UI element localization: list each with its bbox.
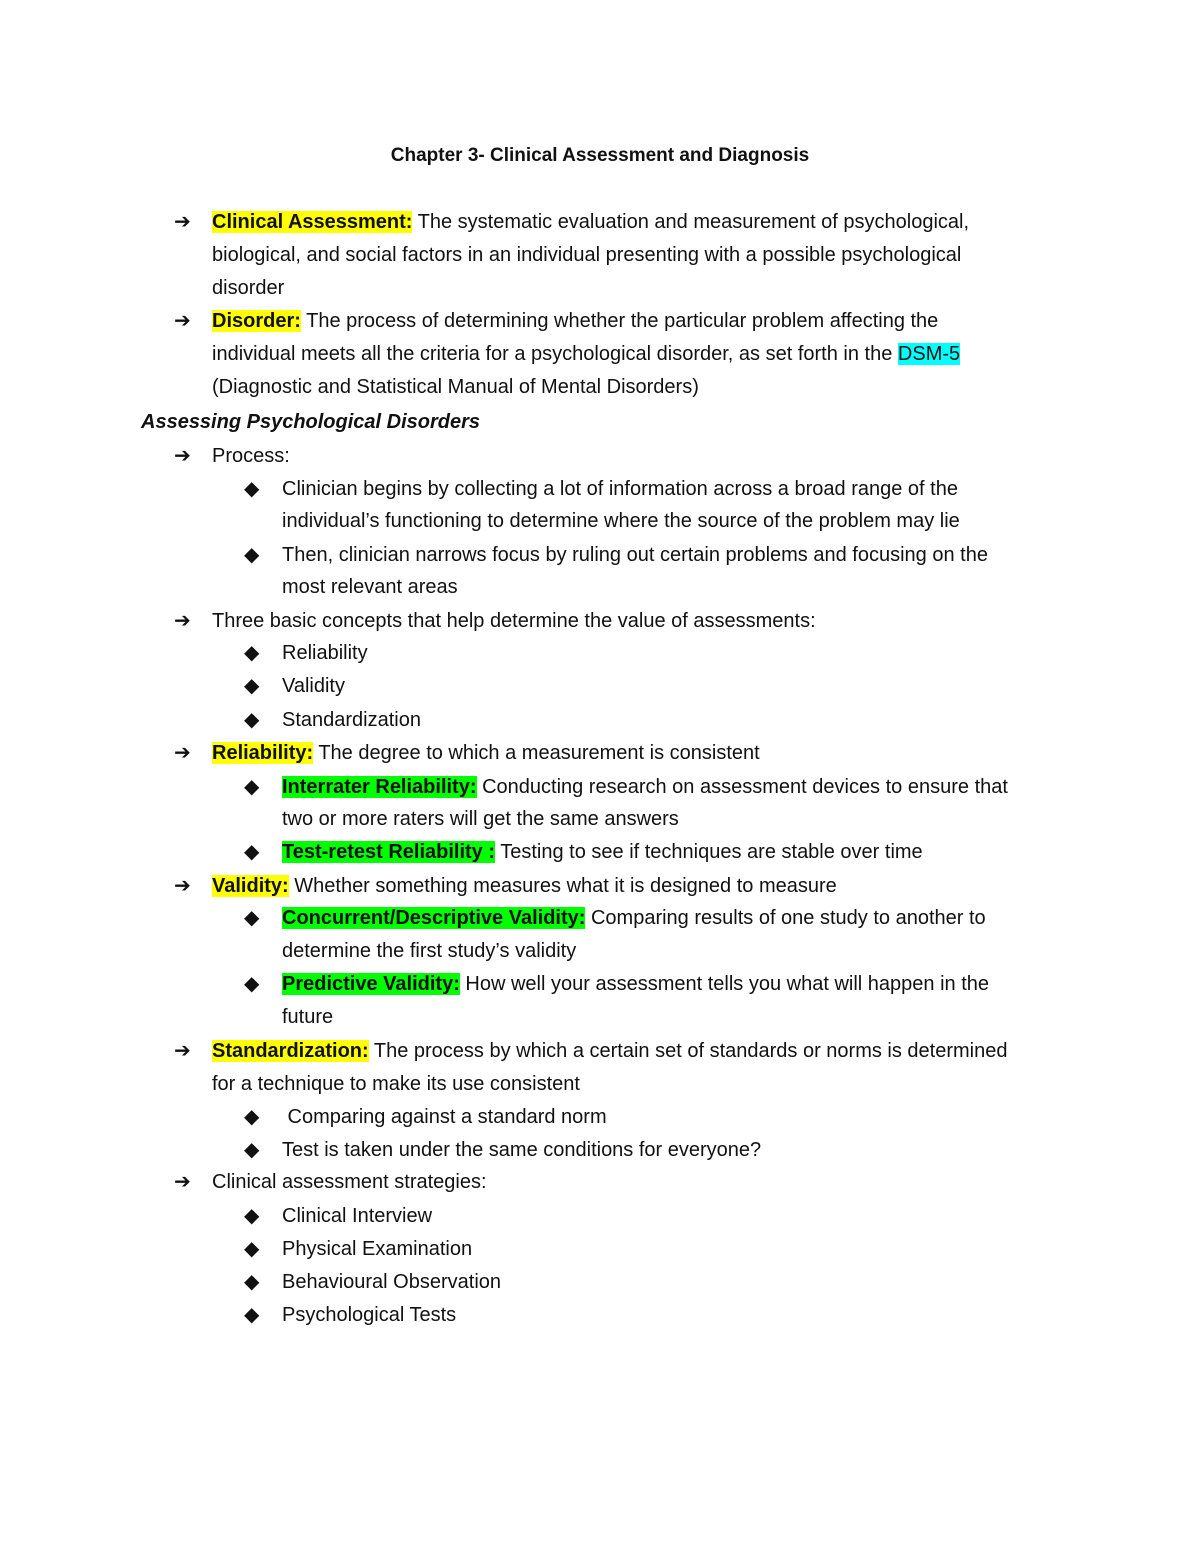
term-predictive-validity: Predictive Validity: xyxy=(282,973,460,995)
sub-bullet xyxy=(244,637,368,670)
definition-text: Testing to see if techniques are stable over time xyxy=(495,841,923,863)
diamond-icon: ◆ xyxy=(244,973,260,995)
continuation-line: most relevant areas xyxy=(282,576,458,598)
sub-bullet xyxy=(244,1266,502,1299)
sub-bullet-text: Behavioural Observation xyxy=(282,1271,502,1293)
definition-text: The process of determining whether the particular problem affecting the xyxy=(300,310,939,332)
sub-bullet xyxy=(244,902,986,935)
continuation-line: individual’s functioning to determine where the source of the problem may lie xyxy=(282,510,960,532)
diamond-icon: ◆ xyxy=(244,544,260,566)
sub-bullet-text: Reliability xyxy=(282,642,368,664)
diamond-icon: ◆ xyxy=(244,1238,260,1260)
definition-text: individual meets all the criteria for a psychological disorder, as set forth in the xyxy=(212,343,898,365)
diamond-icon: ◆ xyxy=(244,1304,260,1326)
diamond-icon: ◆ xyxy=(244,642,260,664)
right-arrow-icon: ➔ xyxy=(174,742,191,764)
bullet-label: Process: xyxy=(212,445,290,467)
diamond-icon: ◆ xyxy=(244,1139,260,1161)
sub-bullet xyxy=(244,539,988,572)
sub-bullet-text: Standardization xyxy=(282,709,421,731)
right-arrow-icon: ➔ xyxy=(174,610,191,632)
sub-bullet-text: Then, clinician narrows focus by ruling out certain problems and focusing on the xyxy=(282,544,988,566)
sub-bullet xyxy=(244,1134,762,1167)
term-disorder: Disorder: xyxy=(212,310,301,332)
sub-bullet xyxy=(244,968,989,1001)
right-arrow-icon: ➔ xyxy=(174,310,191,332)
diamond-icon: ◆ xyxy=(244,1106,260,1128)
sub-bullet xyxy=(244,1233,473,1266)
diamond-icon: ◆ xyxy=(244,478,260,500)
term-validity: Validity: xyxy=(212,875,289,897)
continuation-line: disorder xyxy=(212,277,285,299)
sub-bullet xyxy=(244,670,345,703)
bullet-disorder xyxy=(174,305,939,338)
bullet-basic-concepts xyxy=(174,605,816,638)
definition-text: Conducting research on assessment devices to ensure that xyxy=(476,776,1008,798)
right-arrow-icon: ➔ xyxy=(174,1040,191,1062)
continuation-line xyxy=(212,338,960,371)
continuation-line: (Diagnostic and Statistical Manual of Mental Disorders) xyxy=(212,376,699,398)
continuation-line: two or more raters will get the same answers xyxy=(282,808,679,830)
sub-bullet xyxy=(244,1101,607,1134)
bullet-validity xyxy=(174,870,837,903)
sub-bullet xyxy=(244,771,1008,804)
term-dsm5: DSM-5 xyxy=(897,343,961,365)
diamond-icon: ◆ xyxy=(244,907,260,929)
sub-bullet xyxy=(244,836,923,869)
sub-bullet-text: Clinical Interview xyxy=(282,1205,433,1227)
bullet-label: Clinical assessment strategies: xyxy=(212,1171,487,1193)
right-arrow-icon: ➔ xyxy=(174,1171,191,1193)
term-standardization: Standardization: xyxy=(212,1040,369,1062)
continuation-line: determine the first study’s validity xyxy=(282,940,577,962)
sub-bullet xyxy=(244,1299,457,1332)
definition-text: Whether something measures what it is designed to measure xyxy=(288,875,837,897)
definition-text: How well your assessment tells you what will happen in the xyxy=(459,973,989,995)
sub-bullet xyxy=(244,704,421,737)
continuation-line: future xyxy=(282,1006,334,1028)
diamond-icon: ◆ xyxy=(244,776,260,798)
term-concurrent-validity: Concurrent/Descriptive Validity: xyxy=(282,907,586,929)
continuation-line: for a technique to make its use consistent xyxy=(212,1073,580,1095)
diamond-icon: ◆ xyxy=(244,709,260,731)
diamond-icon: ◆ xyxy=(244,1205,260,1227)
term-clinical-assessment: Clinical Assessment: xyxy=(212,211,413,233)
bullet-reliability xyxy=(174,737,760,770)
right-arrow-icon: ➔ xyxy=(174,211,191,233)
sub-bullet-text: Clinician begins by collecting a lot of information across a broad range of the xyxy=(282,478,958,500)
definition-text: The degree to which a measurement is consistent xyxy=(313,742,760,764)
term-reliability: Reliability: xyxy=(212,742,314,764)
sub-bullet-text: Psychological Tests xyxy=(282,1304,457,1326)
diamond-icon: ◆ xyxy=(244,841,260,863)
right-arrow-icon: ➔ xyxy=(174,445,191,467)
right-arrow-icon: ➔ xyxy=(174,875,191,897)
sub-bullet xyxy=(244,473,958,506)
sub-bullet-text: Comparing against a standard norm xyxy=(282,1106,607,1128)
definition-text: Comparing results of one study to another to xyxy=(585,907,986,929)
bullet-process xyxy=(174,440,290,473)
term-interrater-reliability: Interrater Reliability: xyxy=(282,776,477,798)
bullet-label: Three basic concepts that help determine the value of assessments: xyxy=(212,610,816,632)
sub-bullet-text: Test is taken under the same conditions for everyone? xyxy=(282,1139,762,1161)
section-heading: Assessing Psychological Disorders xyxy=(141,411,481,433)
continuation-line: biological, and social factors in an individual presenting with a possible psychological xyxy=(212,244,962,266)
bullet-clinical-assessment xyxy=(174,206,970,239)
bullet-standardization xyxy=(174,1035,1008,1068)
diamond-icon: ◆ xyxy=(244,675,260,697)
sub-bullet-text: Physical Examination xyxy=(282,1238,473,1260)
definition-text: The systematic evaluation and measurement of psychological, xyxy=(412,211,970,233)
sub-bullet xyxy=(244,1200,433,1233)
bullet-strategies xyxy=(174,1166,487,1199)
term-test-retest-reliability: Test-retest Reliability : xyxy=(282,841,496,863)
diamond-icon: ◆ xyxy=(244,1271,260,1293)
definition-text: The process by which a certain set of standards or norms is determined xyxy=(368,1040,1008,1062)
sub-bullet-text: Validity xyxy=(282,675,345,697)
page-title: Chapter 3- Clinical Assessment and Diagnosis xyxy=(390,145,810,166)
